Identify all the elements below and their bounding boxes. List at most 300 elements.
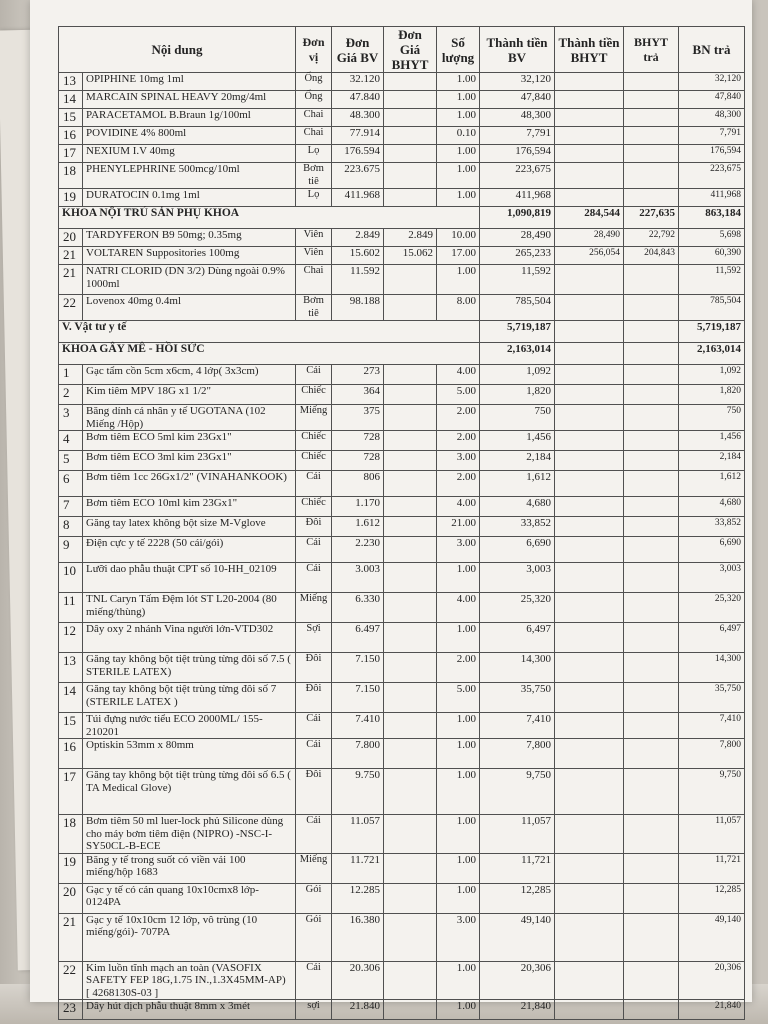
cell-stt: 18: [59, 163, 83, 189]
cell-bhyt-tra: [624, 913, 679, 961]
cell-thanh-tien-bhyt: [555, 189, 624, 207]
header-noi-dung: Nội dung: [59, 27, 296, 73]
cell-thanh-tien-bv: 14,300: [480, 653, 555, 683]
cell-bhyt-tra: [624, 109, 679, 127]
cell-so-luong: 2.00: [437, 471, 480, 497]
cell-don-gia-bv: 11.721: [332, 853, 384, 883]
cell-stt: 13: [59, 653, 83, 683]
table-row: [59, 1000, 745, 1020]
cell-thanh-tien-bhyt: [555, 471, 624, 497]
cell-item-name: Bơm tiêm 1cc 26Gx1/2" (VINAHANKOOK): [83, 471, 296, 497]
cell-stt: 16: [59, 127, 83, 145]
cell-bhyt-tra: [624, 563, 679, 593]
cell-thanh-tien-bhyt: [555, 451, 624, 471]
cell-don-gia-bhyt: [384, 163, 437, 189]
cell-unit: Chai: [296, 109, 332, 127]
section-title: KHOA NỘI TRÚ SẢN PHỤ KHOA: [59, 207, 480, 229]
cell-unit: Sợi: [296, 623, 332, 653]
cell-so-luong: 2.00: [437, 405, 480, 431]
cell-stt: 22: [59, 961, 83, 1000]
cell-thanh-tien-bhyt: [555, 537, 624, 563]
cell-unit: Đôi: [296, 683, 332, 713]
cell-item-name: Băng dính cá nhân y tế UGOTANA (102 Miếng /Hộp): [83, 405, 296, 431]
cell-don-gia-bhyt: [384, 713, 437, 739]
cell-bhyt-tra: [624, 343, 679, 365]
cell-don-gia-bhyt: [384, 769, 437, 815]
cell-thanh-tien-bv: 1,820: [480, 385, 555, 405]
cell-bhyt-tra: [624, 537, 679, 563]
cell-item-name: MARCAIN SPINAL HEAVY 20mg/4ml: [83, 91, 296, 109]
cell-bhyt-tra: [624, 653, 679, 683]
cell-thanh-tien-bv: 750: [480, 405, 555, 431]
header-don-gia-bv: Đơn Giá BV: [332, 27, 384, 73]
header-row: [59, 27, 745, 73]
cell-stt: 8: [59, 517, 83, 537]
cell-so-luong: 1.00: [437, 1000, 480, 1020]
cell-so-luong: 3.00: [437, 451, 480, 471]
cell-don-gia-bv: 1.612: [332, 517, 384, 537]
cell-thanh-tien-bv: 35,750: [480, 683, 555, 713]
cell-unit: Miếng: [296, 593, 332, 623]
cell-thanh-tien-bv: 6,690: [480, 537, 555, 563]
cell-item-name: Bơm tiêm ECO 10ml kim 23Gx1": [83, 497, 296, 517]
cell-don-gia-bhyt: [384, 91, 437, 109]
cell-stt: 17: [59, 145, 83, 163]
cell-bn-tra: 2,163,014: [679, 343, 745, 365]
table-row: [59, 109, 745, 127]
cell-bhyt-tra: 227,635: [624, 207, 679, 229]
cell-don-gia-bv: 7.800: [332, 739, 384, 769]
cell-don-gia-bv: 273: [332, 365, 384, 385]
cell-item-name: Găng tay không bột tiệt trùng từng đôi số 7 (STERILE LATEX ): [83, 683, 296, 713]
cell-bhyt-tra: [624, 451, 679, 471]
cell-item-name: PARACETAMOL B.Braun 1g/100ml: [83, 109, 296, 127]
table-row: [59, 563, 745, 593]
table-row: [59, 385, 745, 405]
cell-thanh-tien-bv: 2,184: [480, 451, 555, 471]
table-row: [59, 517, 745, 537]
cell-stt: 21: [59, 247, 83, 265]
cell-bn-tra: 2,184: [679, 451, 745, 471]
cell-don-gia-bhyt: [384, 853, 437, 883]
cell-stt: 1: [59, 365, 83, 385]
cell-so-luong: 1.00: [437, 883, 480, 913]
cell-don-gia-bv: 1.170: [332, 497, 384, 517]
cell-bhyt-tra: [624, 471, 679, 497]
cell-bn-tra: 25,320: [679, 593, 745, 623]
cell-so-luong: 1.00: [437, 769, 480, 815]
table-row: [59, 229, 745, 247]
cell-bn-tra: 3,003: [679, 563, 745, 593]
cell-unit: Cái: [296, 537, 332, 563]
cell-don-gia-bhyt: [384, 563, 437, 593]
cell-stt: 23: [59, 1000, 83, 1020]
cell-don-gia-bv: 7.150: [332, 683, 384, 713]
cell-stt: 14: [59, 683, 83, 713]
cell-unit: Viên: [296, 247, 332, 265]
cell-thanh-tien-bv: 6,497: [480, 623, 555, 653]
cell-so-luong: 1.00: [437, 265, 480, 295]
cell-bhyt-tra: 22,792: [624, 229, 679, 247]
cell-bhyt-tra: [624, 91, 679, 109]
cell-don-gia-bv: 364: [332, 385, 384, 405]
cell-stt: 11: [59, 593, 83, 623]
cell-stt: 3: [59, 405, 83, 431]
cell-stt: 19: [59, 189, 83, 207]
cell-don-gia-bhyt: [384, 593, 437, 623]
header-so-luong: Số lượng: [437, 27, 480, 73]
cell-stt: 18: [59, 815, 83, 854]
table-row: [59, 431, 745, 451]
cell-bhyt-tra: [624, 961, 679, 1000]
cell-thanh-tien-bv: 1,090,819: [480, 207, 555, 229]
table-row: [59, 189, 745, 207]
cell-unit: Chiếc: [296, 431, 332, 451]
cell-bn-tra: 32,120: [679, 73, 745, 91]
cell-don-gia-bv: 6.330: [332, 593, 384, 623]
cell-item-name: Găng tay latex không bột size M-Vglove: [83, 517, 296, 537]
table-row: [59, 653, 745, 683]
cell-bhyt-tra: [624, 739, 679, 769]
table-row: [59, 683, 745, 713]
table-row: [59, 265, 745, 295]
cell-item-name: Điện cực y tế 2228 (50 cái/gói): [83, 537, 296, 563]
cell-so-luong: 1.00: [437, 853, 480, 883]
cell-don-gia-bv: 32.120: [332, 73, 384, 91]
cell-don-gia-bv: 176.594: [332, 145, 384, 163]
cell-unit: sợi: [296, 1000, 332, 1020]
cell-so-luong: 4.00: [437, 365, 480, 385]
cell-thanh-tien-bv: 411,968: [480, 189, 555, 207]
cell-item-name: VOLTAREN Suppositories 100mg: [83, 247, 296, 265]
cell-bhyt-tra: [624, 1000, 679, 1020]
cell-so-luong: 1.00: [437, 163, 480, 189]
header-bhyt-tra: BHYT trả: [624, 27, 679, 73]
table-row: [59, 769, 745, 815]
table-row: [59, 593, 745, 623]
cell-item-name: Gạc y tế 10x10cm 12 lớp, vô trùng (10 miếng/gói)- 707PA: [83, 913, 296, 961]
cell-item-name: POVIDINE 4% 800ml: [83, 127, 296, 145]
cell-thanh-tien-bhyt: [555, 91, 624, 109]
cell-thanh-tien-bv: 5,719,187: [480, 321, 555, 343]
cell-so-luong: 1.00: [437, 815, 480, 854]
section-title: V. Vật tư y tế: [59, 321, 480, 343]
cell-don-gia-bv: 2.849: [332, 229, 384, 247]
cell-thanh-tien-bhyt: [555, 815, 624, 854]
cell-bhyt-tra: [624, 265, 679, 295]
cell-stt: 6: [59, 471, 83, 497]
cell-stt: 19: [59, 853, 83, 883]
cell-so-luong: 21.00: [437, 517, 480, 537]
cell-bhyt-tra: [624, 163, 679, 189]
cell-unit: Cái: [296, 815, 332, 854]
cell-thanh-tien-bv: 28,490: [480, 229, 555, 247]
table-row: [59, 815, 745, 854]
cell-so-luong: 5.00: [437, 683, 480, 713]
cell-stt: 15: [59, 109, 83, 127]
cell-so-luong: 4.00: [437, 593, 480, 623]
cell-thanh-tien-bhyt: [555, 739, 624, 769]
cell-bn-tra: 863,184: [679, 207, 745, 229]
table-row: [59, 73, 745, 91]
cell-bn-tra: 48,300: [679, 109, 745, 127]
cell-unit: Chai: [296, 265, 332, 295]
cell-unit: Lọ: [296, 145, 332, 163]
cell-thanh-tien-bv: 11,592: [480, 265, 555, 295]
cell-don-gia-bhyt: [384, 1000, 437, 1020]
table-row: [59, 405, 745, 431]
cell-don-gia-bv: 47.840: [332, 91, 384, 109]
cell-bn-tra: 176,594: [679, 145, 745, 163]
cell-don-gia-bhyt: [384, 961, 437, 1000]
cell-bhyt-tra: [624, 883, 679, 913]
cell-thanh-tien-bv: 12,285: [480, 883, 555, 913]
cell-so-luong: 1.00: [437, 739, 480, 769]
cell-bhyt-tra: [624, 853, 679, 883]
cell-thanh-tien-bhyt: [555, 683, 624, 713]
cell-don-gia-bhyt: [384, 653, 437, 683]
cell-don-gia-bhyt: [384, 517, 437, 537]
table-row: [59, 853, 745, 883]
cell-item-name: Kim tiêm MPV 18G x1 1/2": [83, 385, 296, 405]
cell-item-name: PHENYLEPHRINE 500mcg/10ml: [83, 163, 296, 189]
cell-bn-tra: 7,410: [679, 713, 745, 739]
cell-don-gia-bv: 16.380: [332, 913, 384, 961]
cell-don-gia-bv: 12.285: [332, 883, 384, 913]
cell-item-name: Lovenox 40mg 0.4ml: [83, 295, 296, 321]
cell-bn-tra: 47,840: [679, 91, 745, 109]
cell-don-gia-bhyt: [384, 109, 437, 127]
cell-don-gia-bhyt: 2.849: [384, 229, 437, 247]
cell-thanh-tien-bv: 7,410: [480, 713, 555, 739]
cell-bn-tra: 9,750: [679, 769, 745, 815]
cell-bn-tra: 12,285: [679, 883, 745, 913]
cell-bn-tra: 1,456: [679, 431, 745, 451]
cell-thanh-tien-bhyt: [555, 853, 624, 883]
cell-bhyt-tra: [624, 815, 679, 854]
cell-so-luong: 1.00: [437, 145, 480, 163]
table-row: [59, 537, 745, 563]
cell-bn-tra: 11,721: [679, 853, 745, 883]
cell-thanh-tien-bhyt: [555, 713, 624, 739]
table-row: [59, 295, 745, 321]
cell-unit: Chiếc: [296, 497, 332, 517]
cell-thanh-tien-bhyt: [555, 431, 624, 451]
cell-don-gia-bhyt: [384, 405, 437, 431]
cell-don-gia-bhyt: [384, 623, 437, 653]
cell-unit: Gói: [296, 913, 332, 961]
cell-don-gia-bhyt: [384, 145, 437, 163]
invoice-page: [30, 0, 752, 1015]
cell-bn-tra: 60,390: [679, 247, 745, 265]
cell-thanh-tien-bv: 33,852: [480, 517, 555, 537]
cell-thanh-tien-bv: 223,675: [480, 163, 555, 189]
cell-bhyt-tra: [624, 321, 679, 343]
cell-unit: Cái: [296, 713, 332, 739]
cell-thanh-tien-bhyt: [555, 265, 624, 295]
cell-don-gia-bv: 375: [332, 405, 384, 431]
cell-unit: Cái: [296, 471, 332, 497]
cell-unit: Bơm tiê: [296, 163, 332, 189]
cell-don-gia-bv: 11.057: [332, 815, 384, 854]
cell-unit: Cái: [296, 961, 332, 1000]
cell-stt: 20: [59, 883, 83, 913]
cell-thanh-tien-bv: 1,456: [480, 431, 555, 451]
cell-stt: 15: [59, 713, 83, 739]
cell-unit: Đôi: [296, 653, 332, 683]
cell-item-name: TARDYFERON B9 50mg; 0.35mg: [83, 229, 296, 247]
cell-don-gia-bv: 20.306: [332, 961, 384, 1000]
cell-don-gia-bhyt: [384, 385, 437, 405]
header-thanh-tien-bhyt: Thành tiền BHYT: [555, 27, 624, 73]
cell-thanh-tien-bv: 47,840: [480, 91, 555, 109]
cell-don-gia-bv: 3.003: [332, 563, 384, 593]
cell-so-luong: 1.00: [437, 623, 480, 653]
cell-item-name: NATRI CLORID (DN 3/2) Dùng ngoài 0.9% 1000ml: [83, 265, 296, 295]
cell-bhyt-tra: [624, 713, 679, 739]
cell-thanh-tien-bv: 1,092: [480, 365, 555, 385]
table-row: [59, 739, 745, 769]
cell-thanh-tien-bhyt: [555, 385, 624, 405]
cell-bhyt-tra: [624, 295, 679, 321]
cell-thanh-tien-bv: 21,840: [480, 1000, 555, 1020]
cell-thanh-tien-bv: 3,003: [480, 563, 555, 593]
cell-don-gia-bhyt: 15.062: [384, 247, 437, 265]
cell-unit: Chiếc: [296, 451, 332, 471]
cell-don-gia-bhyt: [384, 365, 437, 385]
cell-don-gia-bv: 15.602: [332, 247, 384, 265]
cell-stt: 7: [59, 497, 83, 517]
cell-thanh-tien-bhyt: 28,490: [555, 229, 624, 247]
cell-item-name: Bơm tiêm ECO 3ml kim 23Gx1": [83, 451, 296, 471]
cell-bn-tra: 11,057: [679, 815, 745, 854]
cell-bn-tra: 21,840: [679, 1000, 745, 1020]
cell-don-gia-bhyt: [384, 265, 437, 295]
cell-don-gia-bhyt: [384, 73, 437, 91]
section-title: KHOA GÂY MÊ - HỒI SỨC: [59, 343, 480, 365]
cell-item-name: Túi đựng nước tiểu ECO 2000ML/ 155-210201: [83, 713, 296, 739]
cell-don-gia-bv: 806: [332, 471, 384, 497]
cell-so-luong: 8.00: [437, 295, 480, 321]
cell-don-gia-bhyt: [384, 431, 437, 451]
cell-stt: 2: [59, 385, 83, 405]
cell-unit: Lọ: [296, 189, 332, 207]
cell-item-name: Kim luồn tĩnh mạch an toàn (VASOFIX SAFETY FEP 18G,1.75 IN.,1.3X45MM-AP) [ 4268130S-03 ]: [83, 961, 296, 1000]
cell-thanh-tien-bhyt: [555, 321, 624, 343]
cell-don-gia-bhyt: [384, 471, 437, 497]
cell-thanh-tien-bv: 48,300: [480, 109, 555, 127]
cell-so-luong: 2.00: [437, 431, 480, 451]
cell-bn-tra: 5,719,187: [679, 321, 745, 343]
cell-unit: Cái: [296, 739, 332, 769]
cell-stt: 12: [59, 623, 83, 653]
cell-item-name: Optiskin 53mm x 80mm: [83, 739, 296, 769]
cell-item-name: Dây oxy 2 nhánh Vina người lớn-VTD302: [83, 623, 296, 653]
cell-so-luong: 3.00: [437, 537, 480, 563]
cell-stt: 10: [59, 563, 83, 593]
cell-thanh-tien-bv: 32,120: [480, 73, 555, 91]
cell-thanh-tien-bhyt: [555, 295, 624, 321]
cell-bn-tra: 20,306: [679, 961, 745, 1000]
cell-thanh-tien-bhyt: [555, 769, 624, 815]
cost-table: [58, 26, 745, 1020]
cell-stt: 21: [59, 913, 83, 961]
cell-thanh-tien-bhyt: [555, 163, 624, 189]
cell-thanh-tien-bv: 785,504: [480, 295, 555, 321]
cell-bn-tra: 750: [679, 405, 745, 431]
cell-so-luong: 1.00: [437, 91, 480, 109]
cell-thanh-tien-bhyt: [555, 593, 624, 623]
cell-so-luong: 10.00: [437, 229, 480, 247]
cell-bn-tra: 6,497: [679, 623, 745, 653]
table-row: [59, 247, 745, 265]
cell-unit: Gói: [296, 883, 332, 913]
cell-don-gia-bhyt: [384, 497, 437, 517]
header-don-vi: Đơn vị: [296, 27, 332, 73]
cell-bn-tra: 7,800: [679, 739, 745, 769]
cell-so-luong: 1.00: [437, 73, 480, 91]
cell-don-gia-bv: 728: [332, 431, 384, 451]
cell-so-luong: 1.00: [437, 189, 480, 207]
cell-item-name: Găng tay không bột tiệt trùng từng đôi số 6.5 ( TA Medical Glove): [83, 769, 296, 815]
table-row: [59, 961, 745, 1000]
cell-unit: Chiếc: [296, 385, 332, 405]
cell-thanh-tien-bv: 20,306: [480, 961, 555, 1000]
cell-bhyt-tra: [624, 623, 679, 653]
cell-don-gia-bv: 21.840: [332, 1000, 384, 1020]
cell-bn-tra: 1,092: [679, 365, 745, 385]
table-row: [59, 145, 745, 163]
cell-don-gia-bv: 2.230: [332, 537, 384, 563]
cell-don-gia-bhyt: [384, 739, 437, 769]
cell-so-luong: 2.00: [437, 653, 480, 683]
cell-bhyt-tra: [624, 73, 679, 91]
cell-thanh-tien-bv: 11,721: [480, 853, 555, 883]
cell-stt: 16: [59, 739, 83, 769]
cell-thanh-tien-bhyt: [555, 517, 624, 537]
cell-thanh-tien-bv: 2,163,014: [480, 343, 555, 365]
cell-unit: Viên: [296, 229, 332, 247]
cell-so-luong: 3.00: [437, 913, 480, 961]
cell-unit: Đôi: [296, 769, 332, 815]
cell-don-gia-bv: 411.968: [332, 189, 384, 207]
table-row: [59, 365, 745, 385]
cell-bhyt-tra: [624, 431, 679, 451]
cell-bn-tra: 1,820: [679, 385, 745, 405]
cell-item-name: Găng tay không bột tiệt trùng từng đôi số 7.5 ( STERILE LATEX): [83, 653, 296, 683]
cell-thanh-tien-bhyt: [555, 405, 624, 431]
cell-stt: 14: [59, 91, 83, 109]
cell-thanh-tien-bhyt: 256,054: [555, 247, 624, 265]
cell-thanh-tien-bv: 176,594: [480, 145, 555, 163]
cell-thanh-tien-bhyt: [555, 365, 624, 385]
cell-bn-tra: 1,612: [679, 471, 745, 497]
cell-bn-tra: 7,791: [679, 127, 745, 145]
cell-bhyt-tra: 204,843: [624, 247, 679, 265]
section-row: [59, 321, 745, 343]
cell-thanh-tien-bhyt: [555, 913, 624, 961]
cell-item-name: Băng y tế trong suốt có viền vải 100 miếng/hộp 1683: [83, 853, 296, 883]
table-row: [59, 497, 745, 517]
cell-bhyt-tra: [624, 593, 679, 623]
cell-stt: 22: [59, 295, 83, 321]
cell-item-name: Lưỡi dao phẫu thuật CPT số 10-HH_02109: [83, 563, 296, 593]
cell-stt: 9: [59, 537, 83, 563]
cell-stt: 5: [59, 451, 83, 471]
cell-bhyt-tra: [624, 127, 679, 145]
cell-stt: 4: [59, 431, 83, 451]
cell-thanh-tien-bv: 11,057: [480, 815, 555, 854]
